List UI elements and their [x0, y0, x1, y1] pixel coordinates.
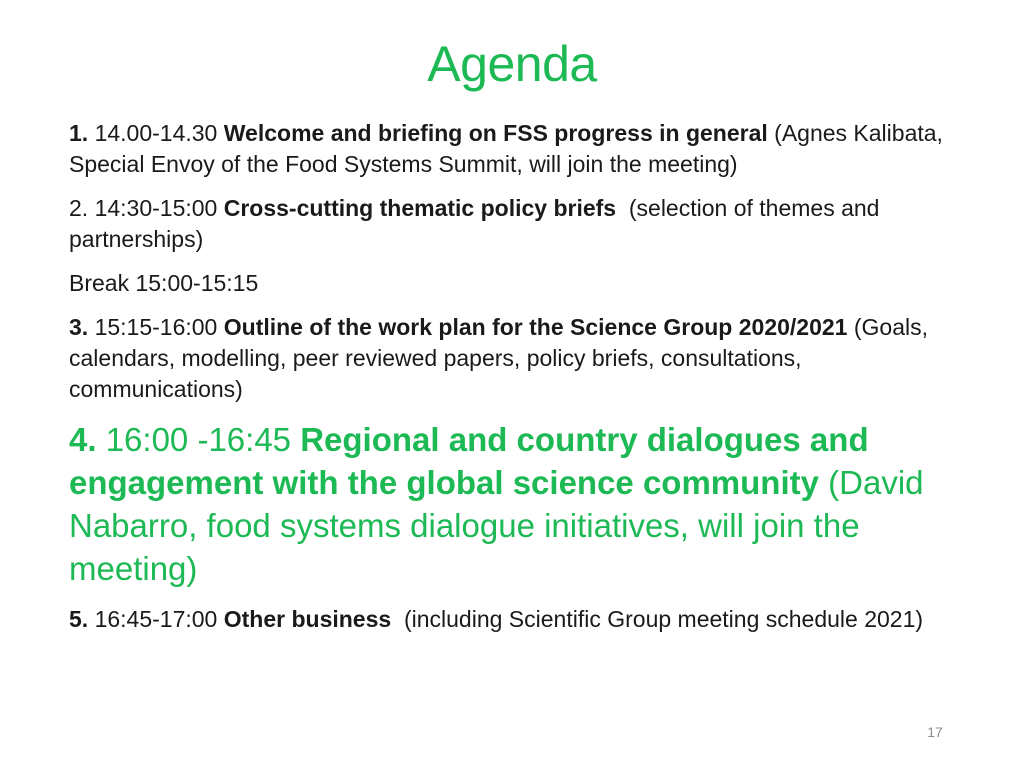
agenda-item-time: 15:15-16:00	[94, 314, 218, 340]
agenda-break	[69, 268, 974, 299]
agenda-item-time: 16:00 -16:45	[105, 421, 292, 458]
agenda-list	[69, 118, 974, 648]
agenda-item-note: (selection of themes and partnerships)	[69, 195, 880, 252]
break-text: Break 15:00-15:15	[69, 270, 259, 296]
agenda-item-number: 4.	[69, 421, 97, 458]
agenda-item-note: (Goals, calendars, modelling, peer reviewed papers, policy briefs, consultations, communications)	[69, 314, 928, 402]
agenda-item-4-highlighted	[69, 418, 974, 590]
agenda-item-5	[69, 604, 974, 635]
agenda-item-note: (Agnes Kalibata, Special Envoy of the Food Systems Summit, will join the meeting)	[69, 120, 943, 177]
agenda-item-1	[69, 118, 974, 180]
slide-number: 17	[927, 724, 943, 740]
agenda-item-prefix: 2. 14:30-15:00	[69, 195, 218, 221]
agenda-item-topic: Welcome and briefing on FSS progress in general	[223, 120, 768, 146]
agenda-item-number: 1.	[69, 120, 89, 146]
agenda-item-topic: Cross-cutting thematic policy briefs	[223, 195, 617, 221]
agenda-item-topic: Regional and country dialogues and engagement with the global science community	[69, 421, 869, 501]
agenda-item-note: (including Scientific Group meeting schedule 2021)	[403, 606, 924, 632]
agenda-item-time: 14.00-14.30	[94, 120, 218, 146]
agenda-item-2	[69, 193, 974, 255]
agenda-item-number: 5.	[69, 606, 89, 632]
agenda-item-time: 16:45-17:00	[94, 606, 218, 632]
slide-title: Agenda	[427, 36, 597, 92]
agenda-item-topic: Outline of the work plan for the Science Group 2020/2021	[223, 314, 848, 340]
agenda-item-number: 3.	[69, 314, 89, 340]
agenda-item-3	[69, 312, 974, 405]
agenda-item-topic: Other business	[223, 606, 392, 632]
agenda-item-note: (David Nabarro, food systems dialogue initiatives, will join the meeting)	[69, 464, 924, 587]
